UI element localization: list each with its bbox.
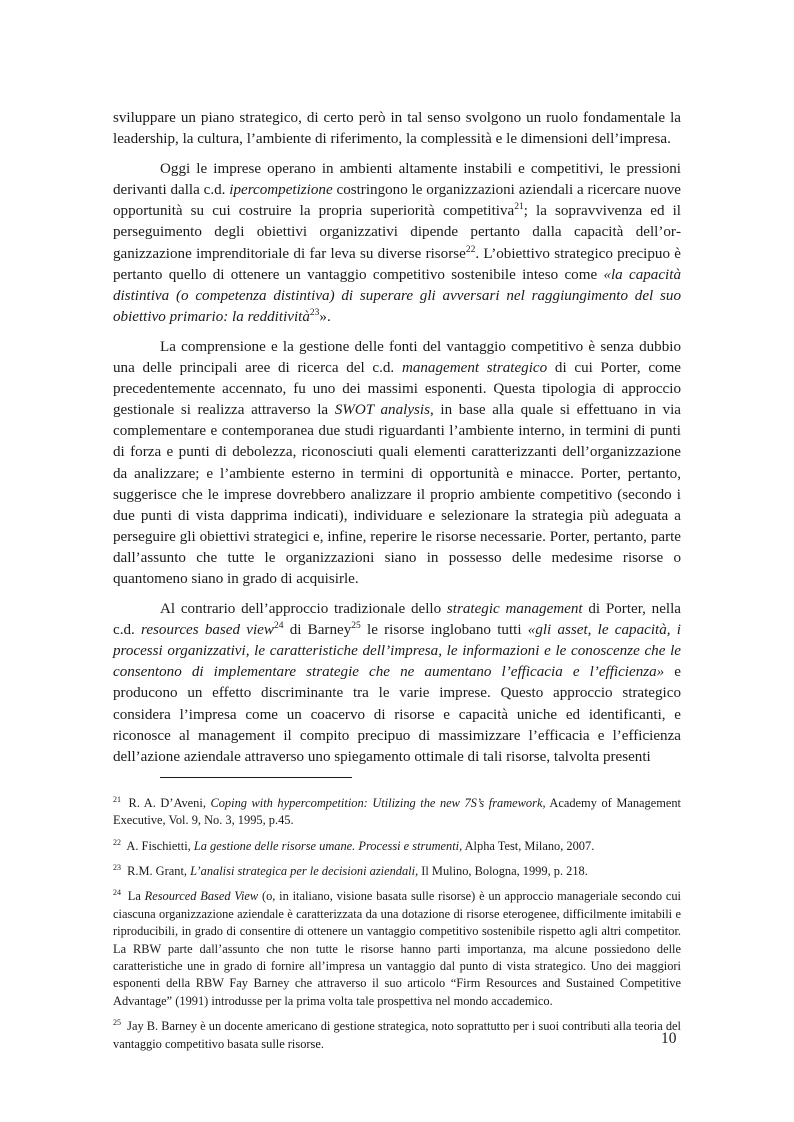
italic-title: Coping with hypercompetition: Utilizing the new 7S’s framework [210, 795, 543, 810]
text: La comprensione e la gestione delle fonti del vantaggio competitivo è senza dubbio una delle principali aree di ricerca del c.d. [113, 338, 681, 377]
footnote-number: 24 [113, 888, 121, 898]
text: Jay B. Barney è un docente americano di gestione strategica, noto soprattutto per i suoi contributi alla teoria del vantaggio competitivo basata sulle risorse. [113, 1019, 681, 1051]
paragraph-3 [113, 337, 681, 590]
italic-title: Resourced Based View [144, 889, 259, 904]
text: ». [319, 308, 331, 325]
italic-term: ipercompetizione [229, 182, 333, 199]
footnote-ref[interactable]: 23 [309, 307, 320, 318]
footnote-21 [113, 795, 681, 830]
footnote-number: 23 [113, 863, 121, 873]
text: sviluppare un piano strategico, di certo però in tal senso svolgono un ruolo fondamentale la leadership, la cultura, l’ambiente di riferimento, la complessità e le dimensioni dell’impresa. [113, 110, 681, 148]
footnote-divider [160, 777, 352, 778]
paragraph-2 [113, 159, 681, 328]
text: le risorse inglobano tutti [360, 622, 528, 639]
italic-term: strategic management [446, 601, 583, 618]
text: (o, in italiano, visione basata sulle risorse) è un approccio manageriale secondo cui ciascuna organizzazione aziendale è caratterizzata da una dotazione di risorse eterogenee, difficilmente imitabili e riproducibili, in grado di consentire di ottenere un vantaggio competitivo sostenibile rispetto agli altri competitor. La RBW parte dall’assunto che non tutte le risorse hanno parti importanza, ma alcune possiedono delle caratteristiche une in grado di fornire all’impresa un vantaggio dal punto di vista strategico. Uno dei maggiori esponenti della RBW Fay Barney che attraverso il suo articolo “Firm Resources and Sustained Competitive Advantage” (1991) introdusse per la prima volta tale prospettiva nel mondo accademico. [113, 889, 682, 1008]
text: costringono le organizzazioni aziendali a ricercare nuove opportunità su cui costruire la propria superiorità competitiva [113, 182, 682, 220]
text: , Il Mulino, Bologna, 1999, p. 218. [415, 864, 588, 879]
italic-term: resources based view [141, 622, 274, 639]
footnote-23 [113, 863, 681, 880]
text: di Barney [283, 622, 352, 639]
text: R. A. D’Aveni, [124, 795, 211, 810]
text: , Alpha Test, Milano, 2007. [459, 838, 595, 853]
footnote-number: 21 [113, 794, 121, 804]
text: R.M. Grant, [124, 864, 191, 879]
italic-term: management strategico [401, 360, 548, 377]
text: A. Fischietti, [124, 838, 194, 853]
paragraph-4 [113, 599, 681, 768]
page-content [113, 108, 681, 1061]
text: e producono un effetto discriminante tra le varie imprese. Questo approccio strategico considera l’impresa come un coacervo di risorse e capacità uniche ed identificanti, e riconosce al management il compito precipuo di massimizzare l’efficacia e l’efficienza dell’azione aziendale attraverso uno spiegamento ottimale di tali risorse, talvolta presenti [113, 664, 681, 765]
italic-quote: «gli asset, le capacità, i processi organizzativi, le caratteristiche dell’impresa, le informazioni e le conoscenze che le consentono di implementare strategie che ne aumentano l’efficacia e l’efficienza» [113, 622, 681, 681]
page-number: 10 [661, 1030, 677, 1047]
footnote-ref[interactable]: 24 [273, 621, 284, 632]
text: ; la sopravvivenza ed il perseguimento degli obiettivi organizzativi dipende pertanto dalla capacità dell’organizzazione imprenditoriale di far leva su diverse risorse [113, 203, 681, 262]
footnote-25 [113, 1018, 681, 1053]
text: La [124, 889, 145, 904]
text: di Porter, nella c.d. [113, 601, 681, 639]
footnote-ref[interactable]: 25 [351, 621, 361, 632]
footnote-ref[interactable]: 21 [514, 202, 524, 213]
text: . L’obiettivo strategico precipuo è pertanto quello di ottenere un vantaggio competitivo sostenibile inteso come [113, 245, 681, 283]
italic-quote: «la capacità distintiva (o competenza distintiva) di superare gli avversari nel raggiungimento del suo obiettivo primario: la redditività [113, 266, 681, 325]
footnotes [113, 795, 681, 1053]
text: , in base alla quale si effettuano in via complementare e contemporanea due studi riguardanti l’ambiente interno, in termini di punti di forza e punti di debolezza, riconosciuti quali elementi caratterizzanti dell’organizzazione da analizzare; e l’ambiente esterno in termini di opportunità e minacce. Porter, pertanto, suggerisce che le imprese dovrebbero analizzare il proprio ambiente competitivo (secondo i due punti di vista dapprima indicati), individuare e selezionare la strategia più adeguata a perseguire gli obiettivi strategici e, infine, reperire le risorse necessarie. Porter, pertanto, parte dall’assunto che tutte le organizzazioni siano in possesso delle medesime risorse o quantomeno siano in grado di acquisirle. [113, 402, 681, 587]
text: , Academy of Management Executive, Vol. 9, No. 3, 1995, p.45. [113, 795, 682, 828]
footnote-ref[interactable]: 22 [465, 244, 476, 255]
italic-title: La gestione delle risorse umane. Processi e strumenti [193, 838, 460, 853]
italic-title: L’analisi strategica per le decisioni aziendali [190, 864, 416, 879]
text: Oggi le imprese operano in ambienti altamente instabili e competitivi, le pressioni derivanti dalla c.d. [113, 161, 681, 199]
text: di cui Porter, come precedentemente accennato, fu uno dei massimi esponenti. Questa tipologia di approccio gestionale si realizza attraverso la [113, 360, 682, 419]
paragraph-1 [113, 108, 681, 150]
italic-term: SWOT analysis [334, 402, 430, 419]
footnote-22 [113, 838, 681, 855]
footnote-24 [113, 888, 681, 1010]
text: Al contrario dell’approccio tradizionale dello [160, 601, 447, 618]
footnote-number: 25 [113, 1018, 121, 1028]
footnote-number: 22 [113, 837, 121, 847]
